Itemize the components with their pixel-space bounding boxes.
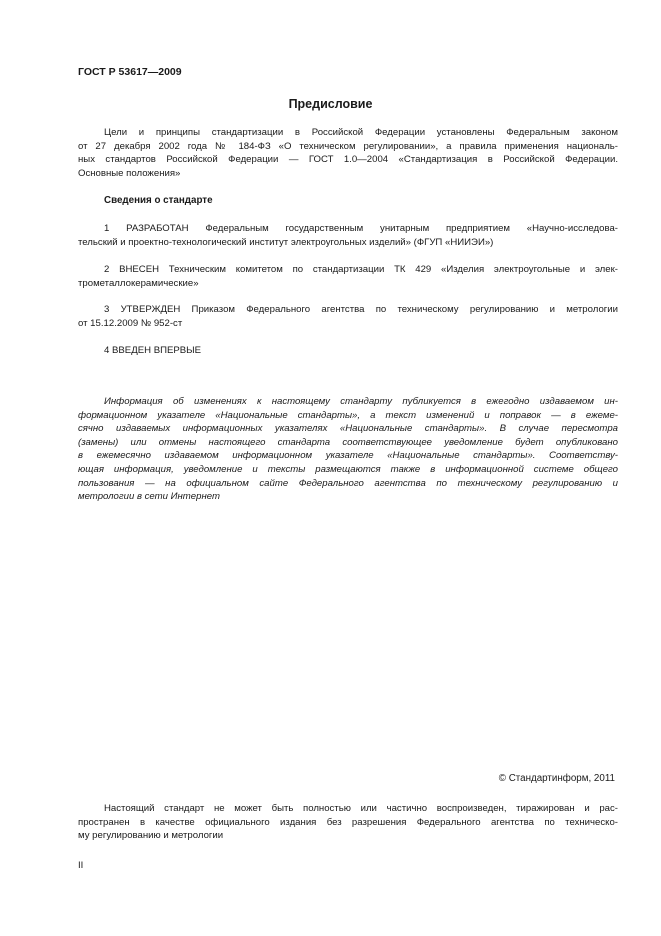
- page-number: II: [78, 860, 84, 871]
- info-line: метрологии в сети Интернет: [78, 491, 220, 503]
- info-line: (замены) или отмены настоящего стандарта соответствующее уведомление будет опубликовано: [78, 436, 618, 448]
- item-line: тельский и проектно-технологический институт электроугольных изделий» (ФГУП «НИИЭИ»): [78, 236, 494, 248]
- item-line: 4 ВВЕДЕН ВПЕРВЫЕ: [104, 345, 202, 356]
- intro-line: ных стандартов Российской Федерации — ГОСТ 1.0—2004 «Стандартизация в Российской Федерации.: [78, 154, 618, 166]
- intro-line: Основные положения»: [78, 167, 181, 179]
- intro-paragraph: [78, 126, 618, 180]
- info-line: пользования — на официальном сайте Федерального агентства по техническому регулированию и: [78, 477, 618, 489]
- info-line: сячно издаваемых информационных указателях «Национальные стандарты». В случае пересмотра: [78, 423, 618, 435]
- page-title: Предисловие: [288, 97, 373, 111]
- reproduction-note: [78, 802, 618, 843]
- info-line: Информация об изменениях к настоящему стандарту публикуется в ежегодно издаваемом ин-: [104, 396, 618, 407]
- note-line: му регулированию и метрологии: [78, 830, 224, 842]
- item-line: 1 РАЗРАБОТАН Федеральным государственным унитарным предприятием «Научно-исследова-: [104, 223, 618, 234]
- item-line: 2 ВНЕСЕН Техническим комитетом по стандартизации ТК 429 «Изделия электроугольные и элек-: [104, 264, 618, 275]
- info-line: в ежемесячно издаваемом информационном указателе «Национальные стандарты». Соответству-: [78, 450, 618, 462]
- intro-line: от 27 декабря 2002 года № 184-ФЗ «О техническом регулировании», а правила применения националь-: [78, 140, 618, 152]
- standard-item-1: [78, 222, 618, 249]
- document-header: ГОСТ Р 53617—2009: [78, 66, 182, 78]
- intro-line: Цели и принципы стандартизации в Российской Федерации установлены Федеральным законом: [104, 127, 618, 138]
- note-line: пространен в качестве официального издания без разрешения Федерального агентства по техническо-: [78, 816, 618, 828]
- info-note: [78, 395, 618, 504]
- item-line: трометаллокерамические»: [78, 277, 199, 289]
- standard-item-2: [78, 263, 618, 290]
- copyright-notice: © Стандартинформ, 2011: [498, 773, 615, 784]
- standard-item-4: [78, 344, 618, 358]
- item-line: 3 УТВЕРЖДЕН Приказом Федерального агентства по техническому регулированию и метрологии: [104, 304, 618, 315]
- info-line: ющая информация, уведомление и тексты размещаются также в информационной системе общего: [78, 463, 618, 475]
- note-line: Настоящий стандарт не может быть полностью или частично воспроизведен, тиражирован и рас-: [104, 803, 618, 814]
- standard-item-3: [78, 303, 618, 330]
- item-line: от 15.12.2009 № 952-ст: [78, 317, 183, 329]
- info-line: формационном указателе «Национальные стандарты», а текст изменений и поправок — в ежеме-: [78, 409, 618, 421]
- section-subtitle: Сведения о стандарте: [104, 195, 213, 206]
